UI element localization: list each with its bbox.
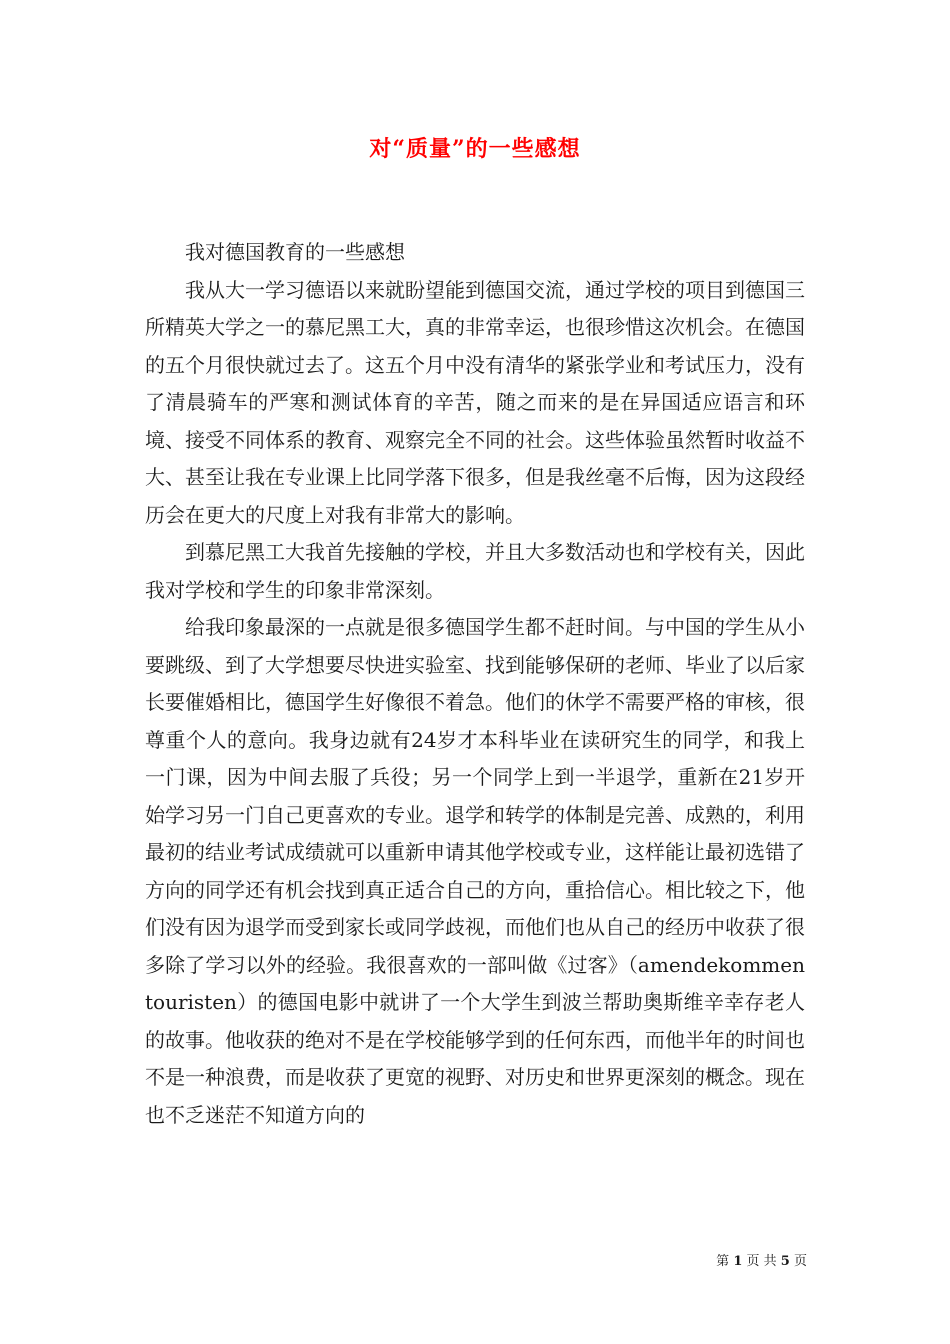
document-subtitle: 我对德国教育的一些感想 (185, 240, 405, 264)
footer-middle: 页 共 (746, 1254, 777, 1269)
footer-suffix: 页 (793, 1254, 807, 1269)
footer-prefix: 第 (716, 1254, 730, 1269)
document-body (145, 234, 805, 1134)
paragraph-2: 到慕尼黑工大我首先接触的学校，并且大多数活动也和学校有关，因此我对学校和学生的印象非常深刻。 (145, 540, 805, 602)
paragraph-3: 给我印象最深的一点就是很多德国学生都不赶时间。与中国的学生从小要跳级、到了大学想要尽快进实验室、找到能够保研的老师、毕业了以后家长要催婚相比，德国学生好像很不着急。他们的休学不需要严格的审核，很尊重个人的意向。我身边就有24岁才本科毕业在读研究生的同学，和我上一门课，因为中间去服了兵役；另一个同学上到一半退学，重新在21岁开始学习另一门自己更喜欢的专业。退学和转学的体制是完善、成熟的，利用最初的结业考试成绩就可以重新申请其他学校或专业，这样能让最初选错了方向的同学还有机会找到真正适合自己的方向，重拾信心。相比较之下，他们没有因为退学而受到家长或同学歧视，而他们也从自己的经历中收获了很多除了学习以外的经验。我很喜欢的一部叫做《过客》（amendekommentouristen）的德国电影中就讲了一个大学生到波兰帮助奥斯维辛幸存老人的故事。他收获的绝对不是在学校能够学到的任何东西，而他半年的时间也不是一种浪费，而是收获了更宽的视野、对历史和世界更深刻的概念。现在也不乏迷茫不知道方向的 (145, 615, 805, 1127)
footer-current-page: 1 (733, 1254, 743, 1269)
page-number-footer (716, 1250, 807, 1269)
footer-total-pages: 5 (780, 1254, 790, 1269)
document-title: 对“质量”的一些感想 (369, 136, 581, 162)
paragraph-1: 我从大一学习德语以来就盼望能到德国交流，通过学校的项目到德国三所精英大学之一的慕尼黑工大，真的非常幸运，也很珍惜这次机会。在德国的五个月很快就过去了。这五个月中没有清华的紧张学业和考试压力，没有了清晨骑车的严寒和测试体育的辛苦，随之而来的是在异国适应语言和环境、接受不同体系的教育、观察完全不同的社会。这些体验虽然暂时收益不大、甚至让我在专业课上比同学落下很多，但是我丝毫不后悔，因为这段经历会在更大的尺度上对我有非常大的影响。 (145, 277, 805, 527)
